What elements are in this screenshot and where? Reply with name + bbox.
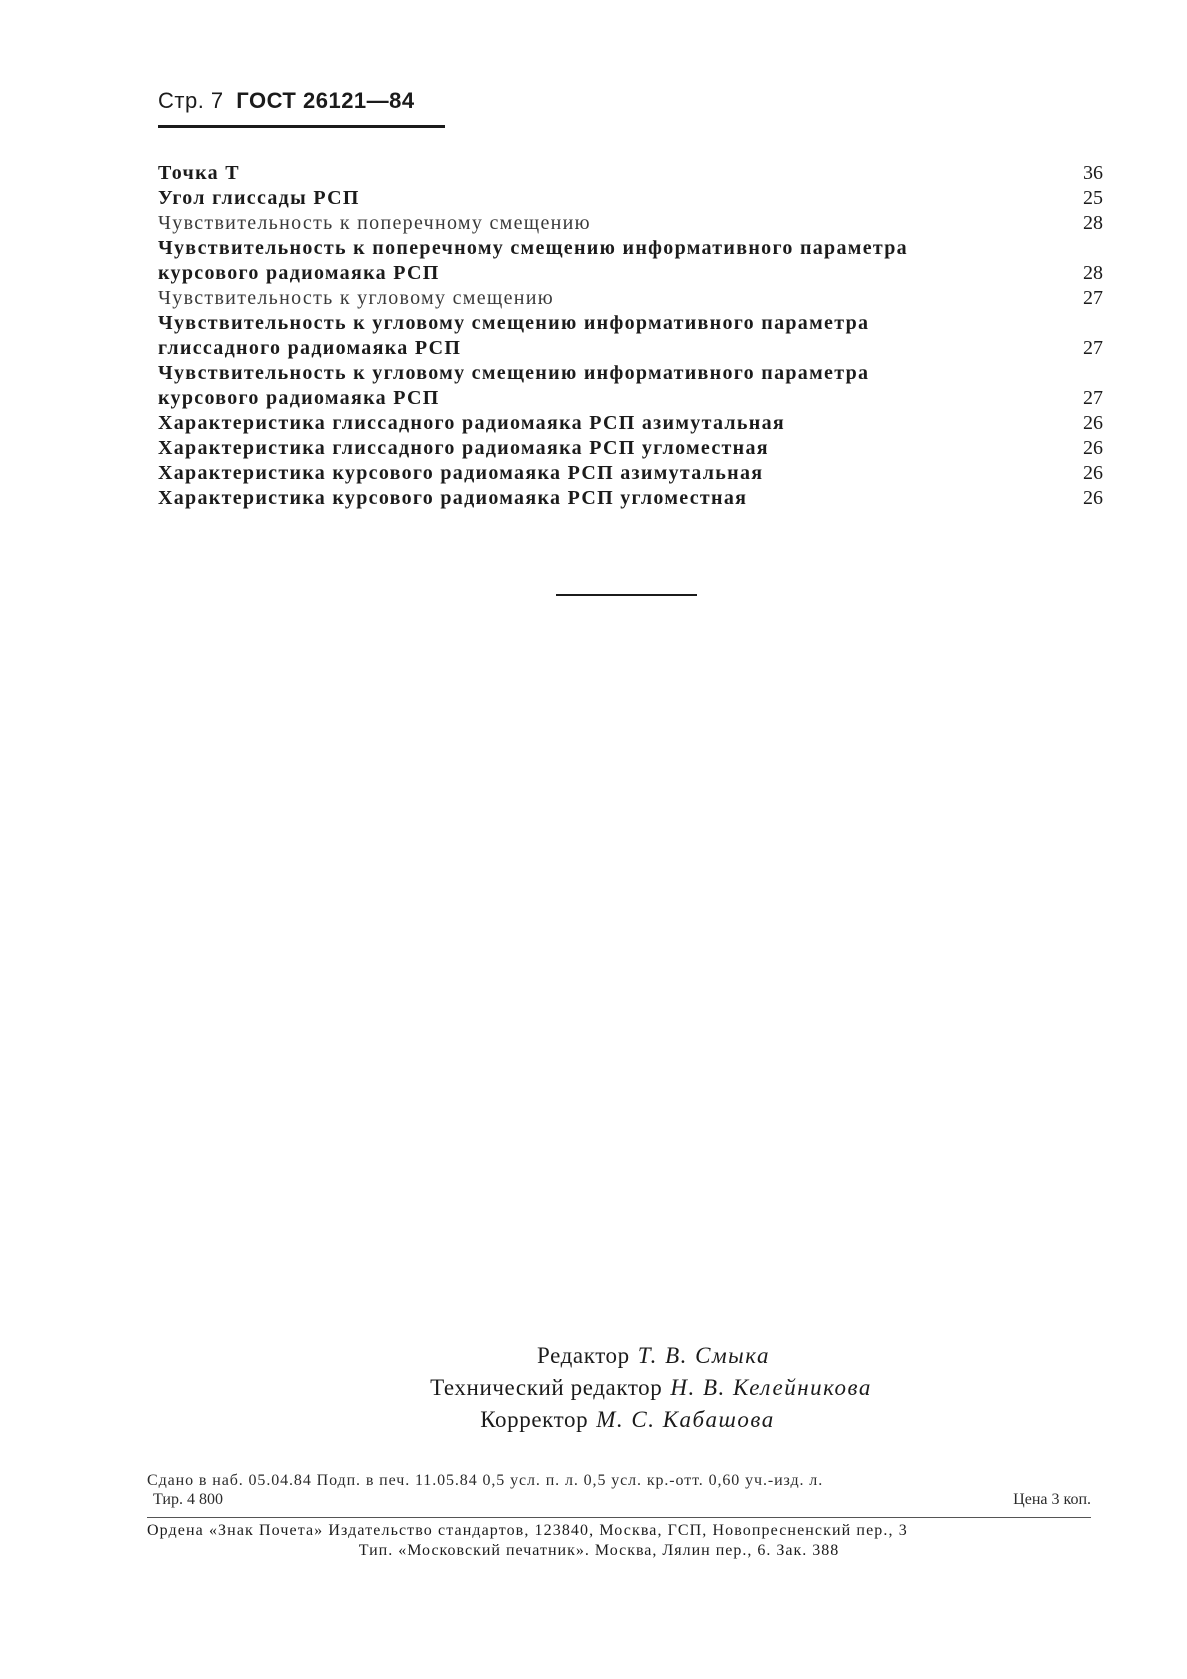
index-entry-line: Чувствительность к поперечному смещению информативного параметра [158, 237, 908, 259]
index-entry [158, 461, 1103, 486]
publisher-line: Ордена «Знак Почета» Издательство стандартов, 123840, Москва, ГСП, Новопресненский пер., 3 [147, 1522, 908, 1539]
price: Цена 3 коп. [1013, 1491, 1091, 1508]
index-entry-page: 26 [1083, 437, 1103, 459]
index-entry [158, 361, 1103, 411]
index-entry-line: Чувствительность к угловому смещению информативного параметра [158, 312, 870, 334]
index-entry [158, 486, 1103, 511]
page-number: Стр. 7 [158, 88, 224, 113]
credit-editor [0, 1340, 1187, 1372]
imprint-block [147, 1471, 1091, 1509]
index-entry-text [158, 186, 360, 211]
index-entry-text [158, 161, 240, 186]
index-entry-line: Точка Т [158, 162, 240, 184]
index-entry [158, 186, 1103, 211]
index-entry [158, 286, 1103, 311]
index-entry-line: Характеристика глиссадного радиомаяка РСП азимутальная [158, 412, 786, 434]
index-entry-page: 28 [1083, 262, 1103, 284]
credit-name: Н. В. Келейникова [670, 1375, 872, 1400]
credit-name: Т. В. Смыка [637, 1343, 770, 1368]
header-rule [158, 125, 445, 128]
index-entry-line: курсового радиомаяка РСП [158, 387, 440, 409]
printer-line: Тип. «Московский печатник». Москва, Лялин пер., 6. Зак. 388 [358, 1542, 840, 1559]
credit-role: Редактор [537, 1343, 630, 1368]
index-entry-line: Характеристика курсового радиомаяка РСП угломестная [158, 487, 748, 509]
alphabetical-index [158, 161, 1103, 511]
index-entry-line: Характеристика глиссадного радиомаяка РСП угломестная [158, 437, 769, 459]
index-entry-text [158, 436, 769, 461]
standard-number: ГОСТ 26121—84 [236, 88, 415, 113]
credits-block [0, 1340, 1187, 1436]
index-entry-text [158, 361, 869, 411]
index-entry-page: 28 [1083, 212, 1103, 234]
imprint-line-1: Сдано в наб. 05.04.84 Подп. в печ. 11.05.84 0,5 усл. п. л. 0,5 усл. кр.-отт. 0,60 уч.-изд. л. [147, 1472, 824, 1489]
index-entry-page: 26 [1083, 487, 1103, 509]
index-entry-line: Чувствительность к угловому смещению информативного параметра [158, 362, 870, 384]
index-entry-page: 26 [1083, 462, 1103, 484]
index-entry [158, 411, 1103, 436]
index-entry-line: Угол глиссады РСП [158, 187, 360, 209]
index-entry-page: 25 [1083, 187, 1103, 209]
index-entry [158, 311, 1103, 361]
index-entry-line: Характеристика курсового радиомаяка РСП азимутальная [158, 462, 764, 484]
credit-technical-editor [0, 1372, 1187, 1404]
index-entry-text [158, 286, 554, 311]
index-entry [158, 161, 1103, 186]
index-entry-text [158, 461, 763, 486]
circulation: Тир. 4 800 [153, 1491, 223, 1508]
page-header [158, 88, 415, 114]
index-entry-text [158, 211, 591, 236]
index-entry-page: 27 [1083, 387, 1103, 409]
index-entry-text [158, 411, 785, 436]
index-entry-page: 36 [1083, 162, 1103, 184]
imprint-rule [147, 1517, 1091, 1518]
index-entry-line: глиссадного радиомаяка РСП [158, 337, 462, 359]
index-entry-page: 26 [1083, 412, 1103, 434]
index-entry-line: Чувствительность к поперечному смещению [158, 212, 591, 234]
index-entry-text [158, 311, 869, 361]
imprint-line-2 [147, 1490, 1091, 1509]
index-entry-text [158, 236, 908, 286]
credit-name: М. С. Кабашова [596, 1407, 775, 1432]
index-entry-page: 27 [1083, 287, 1103, 309]
index-entry [158, 436, 1103, 461]
index-entry-line: курсового радиомаяка РСП [158, 262, 440, 284]
index-entry-text [158, 486, 747, 511]
publisher-footer [147, 1521, 1091, 1561]
credit-proofreader [0, 1404, 1187, 1436]
index-entry-line: Чувствительность к угловому смещению [158, 287, 555, 309]
credit-role: Корректор [480, 1407, 589, 1432]
index-entry-page: 27 [1083, 337, 1103, 359]
section-divider [556, 594, 697, 596]
credit-role: Технический редактор [430, 1375, 663, 1400]
index-entry [158, 211, 1103, 236]
index-entry [158, 236, 1103, 286]
